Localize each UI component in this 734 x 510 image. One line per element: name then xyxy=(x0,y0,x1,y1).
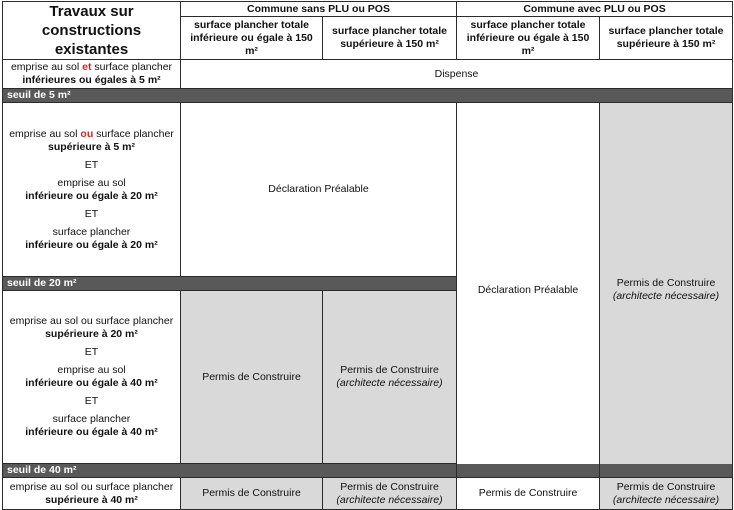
result-gt40-avec-gt150-main: Permis de Construire xyxy=(616,480,716,493)
criteria-gt40-line1: emprise au sol ou surface plancher xyxy=(9,480,174,493)
threshold-20: seuil de 20 m² xyxy=(3,277,457,291)
header-sans-gt150-line1: surface plancher totale xyxy=(332,25,447,38)
criteria-5-20-bold1: supérieure à 5 m² xyxy=(48,140,135,153)
result-avec-gt150-main: Permis de Construire xyxy=(616,277,716,289)
criteria-le5-bold: inférieures ou égales à 5 m² xyxy=(22,74,161,86)
result-avec-gt150-note: (architecte nécessaire) xyxy=(612,290,720,302)
criteria-20-40-bold1: supérieure à 20 m² xyxy=(45,328,138,340)
criteria-20-40-line2: emprise au sol xyxy=(57,364,126,376)
header-commune-avec-plu: Commune avec PLU ou POS xyxy=(457,2,733,17)
result-sans-gt150-permis xyxy=(323,291,457,464)
result-gt40-sans-gt150-main: Permis de Construire xyxy=(340,480,439,493)
header-avec-gt150-line1: surface plancher totale xyxy=(608,25,724,38)
criteria-gt40 xyxy=(3,478,181,510)
header-commune-sans-plu: Commune sans PLU ou POS xyxy=(181,2,457,17)
header-avec-le150 xyxy=(457,17,600,60)
result-gt40-avec-gt150-note: (architecte nécessaire) xyxy=(612,493,720,506)
result-sans-declaration-prealable: Déclaration Préalable xyxy=(181,103,457,277)
result-gt40-sans-gt150-note: (architecte nécessaire) xyxy=(336,493,443,506)
criteria-5-20-bold3: inférieure ou égale à 20 m² xyxy=(25,238,158,251)
criteria-5-20-et1: ET xyxy=(84,158,99,171)
result-sans-gt150-main: Permis de Construire xyxy=(340,364,439,376)
result-sans-gt150-note: (architecte nécessaire) xyxy=(336,377,443,389)
criteria-20-40-et2: ET xyxy=(84,395,99,407)
result-gt40-sans-le150: Permis de Construire xyxy=(181,478,323,510)
header-sans-le150-line1: surface plancher totale xyxy=(194,18,309,31)
criteria-20-40-line3: surface plancher xyxy=(52,413,131,425)
criteria-20-40-et1: ET xyxy=(84,346,99,358)
header-sans-gt150 xyxy=(323,17,457,60)
criteria-le5 xyxy=(3,60,181,89)
criteria-20-40-bold3: inférieure ou égale à 40 m² xyxy=(25,426,158,438)
criteria-5-20 xyxy=(3,103,181,277)
result-dispense: Dispense xyxy=(181,60,733,89)
result-gt40-sans-gt150 xyxy=(323,478,457,510)
criteria-5-20-et2: ET xyxy=(84,207,99,220)
criteria-20-40 xyxy=(3,291,181,464)
header-sans-gt150-line2: supérieure à 150 m² xyxy=(340,38,439,51)
table-title: Travaux sur constructions existantes xyxy=(3,2,181,60)
criteria-5-20-line3: surface plancher xyxy=(52,225,131,238)
result-sans-le150-permis: Permis de Construire xyxy=(181,291,323,464)
criteria-gt40-bold: supérieure à 40 m² xyxy=(45,493,138,506)
criteria-5-20-line2: emprise au sol xyxy=(57,176,126,189)
criteria-5-20-line1: emprise au sol ou surface plancher xyxy=(9,127,174,140)
threshold-5: seuil de 5 m² xyxy=(3,89,733,103)
header-avec-le150-line2: inférieure ou égale à 150 m² xyxy=(466,31,590,57)
criteria-le5-line1: emprise au sol et surface plancher xyxy=(10,61,173,73)
result-gt40-avec-le150: Permis de Construire xyxy=(457,478,600,510)
threshold-40: seuil de 40 m² xyxy=(3,464,733,478)
header-avec-gt150 xyxy=(600,17,733,60)
header-sans-le150 xyxy=(181,17,323,60)
criteria-5-20-bold2: inférieure ou égale à 20 m² xyxy=(25,189,158,202)
criteria-20-40-bold2: inférieure ou égale à 40 m² xyxy=(25,377,158,389)
result-avec-gt150-permis xyxy=(600,103,733,478)
header-avec-gt150-line2: supérieure à 150 m² xyxy=(616,38,716,51)
criteria-20-40-line1: emprise au sol ou surface plancher xyxy=(9,315,174,327)
header-sans-le150-line2: inférieure ou égale à 150 m² xyxy=(190,31,313,57)
rules-table xyxy=(2,1,733,510)
result-gt40-avec-gt150 xyxy=(600,478,733,510)
result-avec-le150-declaration-prealable: Déclaration Préalable xyxy=(457,103,600,478)
header-avec-le150-line1: surface plancher totale xyxy=(470,18,586,31)
